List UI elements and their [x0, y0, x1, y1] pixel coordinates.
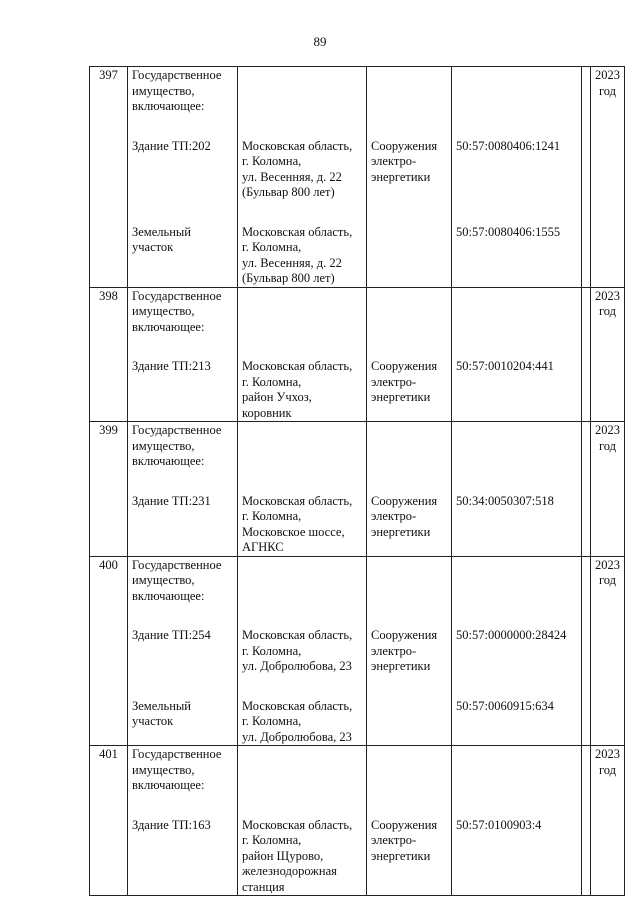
spacer-row: [90, 335, 625, 359]
purpose-cell: [367, 556, 452, 604]
cadastral-cell: [452, 67, 582, 115]
group-header-row: [90, 422, 625, 470]
year-cell: 2023 год: [591, 422, 625, 470]
spacer-cell: [238, 675, 367, 699]
spacer-cell: [90, 470, 128, 494]
year-cell: 2023 год: [591, 556, 625, 604]
spacer-row: [90, 794, 625, 818]
spacer-cell: [452, 335, 582, 359]
item-purpose: Сооружения электро- энергетики: [367, 359, 452, 422]
item-cadastral: 50:34:0050307:518: [452, 494, 582, 557]
year-cell: [591, 628, 625, 675]
year-cell: [591, 139, 625, 201]
item-purpose: Сооружения электро- энергетики: [367, 628, 452, 675]
spacer-cell: [452, 794, 582, 818]
item-purpose: [367, 225, 452, 288]
group-header-row: [90, 556, 625, 604]
spacer-cell: [452, 675, 582, 699]
item-cadastral: 50:57:0010204:441: [452, 359, 582, 422]
item-row: [90, 139, 625, 201]
spacer-cell: [128, 675, 238, 699]
extra-cell: [582, 287, 591, 335]
address-cell: [238, 287, 367, 335]
item-address: Московская область, г. Коломна, ул. Весенняя, д. 22 (Бульвар 800 лет): [238, 225, 367, 288]
spacer-cell: [591, 470, 625, 494]
extra-cell: [582, 699, 591, 746]
spacer-cell: [367, 794, 452, 818]
row-number: 397: [90, 67, 128, 115]
extra-cell: [582, 746, 591, 794]
spacer-cell: [128, 115, 238, 139]
spacer-cell: [238, 115, 367, 139]
purpose-cell: [367, 67, 452, 115]
spacer-cell: [452, 201, 582, 225]
address-cell: [238, 746, 367, 794]
year-cell: [591, 359, 625, 422]
row-number: [90, 225, 128, 288]
item-cadastral: 50:57:0060915:634: [452, 699, 582, 746]
item-address: Московская область, г. Коломна, район Учхоз, коровник: [238, 359, 367, 422]
extra-cell: [582, 67, 591, 115]
spacer-cell: [90, 201, 128, 225]
extra-cell: [582, 628, 591, 675]
row-number: [90, 628, 128, 675]
group-label: Государственное имущество, включающее:: [128, 67, 238, 115]
extra-cell: [582, 556, 591, 604]
item-address: Московская область, г. Коломна, ул. Добролюбова, 23: [238, 699, 367, 746]
extra-cell: [582, 139, 591, 201]
item-name: Здание ТП:213: [128, 359, 238, 422]
year-cell: 2023 год: [591, 287, 625, 335]
spacer-row: [90, 470, 625, 494]
address-cell: [238, 556, 367, 604]
spacer-cell: [591, 335, 625, 359]
spacer-cell: [582, 335, 591, 359]
item-purpose: [367, 699, 452, 746]
item-name: Здание ТП:254: [128, 628, 238, 675]
spacer-row: [90, 115, 625, 139]
address-cell: [238, 67, 367, 115]
item-address: Московская область, г. Коломна, Московское шоссе, АГНКС: [238, 494, 367, 557]
item-row: [90, 494, 625, 557]
item-row: [90, 225, 625, 288]
item-purpose: Сооружения электро- энергетики: [367, 139, 452, 201]
spacer-cell: [90, 604, 128, 628]
spacer-cell: [90, 675, 128, 699]
spacer-row: [90, 201, 625, 225]
spacer-cell: [591, 794, 625, 818]
item-row: [90, 628, 625, 675]
group-label: Государственное имущество, включающее:: [128, 746, 238, 794]
spacer-cell: [452, 604, 582, 628]
extra-cell: [582, 494, 591, 557]
spacer-cell: [128, 335, 238, 359]
group-header-row: [90, 67, 625, 115]
cadastral-cell: [452, 422, 582, 470]
purpose-cell: [367, 746, 452, 794]
spacer-cell: [582, 470, 591, 494]
row-number: 399: [90, 422, 128, 470]
extra-cell: [582, 359, 591, 422]
item-cadastral: 50:57:0080406:1555: [452, 225, 582, 288]
item-cadastral: 50:57:0000000:28424: [452, 628, 582, 675]
spacer-cell: [367, 470, 452, 494]
group-header-row: [90, 287, 625, 335]
group-header-row: [90, 746, 625, 794]
spacer-cell: [238, 201, 367, 225]
spacer-cell: [367, 604, 452, 628]
extra-cell: [582, 818, 591, 896]
extra-cell: [582, 422, 591, 470]
group-label: Государственное имущество, включающее:: [128, 422, 238, 470]
spacer-cell: [367, 115, 452, 139]
item-cadastral: 50:57:0100903:4: [452, 818, 582, 896]
property-table: [89, 66, 625, 896]
address-cell: [238, 422, 367, 470]
spacer-cell: [582, 794, 591, 818]
row-number: 401: [90, 746, 128, 794]
item-row: [90, 359, 625, 422]
spacer-cell: [582, 115, 591, 139]
item-name: Земельный участок: [128, 699, 238, 746]
spacer-cell: [582, 604, 591, 628]
spacer-cell: [582, 675, 591, 699]
year-cell: [591, 699, 625, 746]
spacer-cell: [591, 675, 625, 699]
item-name: Здание ТП:163: [128, 818, 238, 896]
page-number: 89: [313, 34, 327, 49]
item-address: Московская область, г. Коломна, район Щурово, железнодорожная станция: [238, 818, 367, 896]
item-name: Земельный участок: [128, 225, 238, 288]
spacer-cell: [238, 794, 367, 818]
row-number: 400: [90, 556, 128, 604]
spacer-cell: [452, 115, 582, 139]
item-name: Здание ТП:202: [128, 139, 238, 201]
purpose-cell: [367, 422, 452, 470]
spacer-cell: [90, 115, 128, 139]
purpose-cell: [367, 287, 452, 335]
table-body: [90, 67, 625, 896]
spacer-cell: [367, 675, 452, 699]
spacer-cell: [582, 201, 591, 225]
spacer-cell: [238, 604, 367, 628]
spacer-cell: [238, 470, 367, 494]
row-number: [90, 699, 128, 746]
row-number: [90, 139, 128, 201]
spacer-row: [90, 675, 625, 699]
item-row: [90, 818, 625, 896]
spacer-cell: [128, 201, 238, 225]
year-cell: 2023 год: [591, 746, 625, 794]
year-cell: [591, 494, 625, 557]
spacer-cell: [367, 201, 452, 225]
year-cell: [591, 818, 625, 896]
group-label: Государственное имущество, включающее:: [128, 287, 238, 335]
cadastral-cell: [452, 556, 582, 604]
item-address: Московская область, г. Коломна, ул. Добролюбова, 23: [238, 628, 367, 675]
row-number: [90, 818, 128, 896]
spacer-cell: [367, 335, 452, 359]
spacer-row: [90, 604, 625, 628]
item-cadastral: 50:57:0080406:1241: [452, 139, 582, 201]
spacer-cell: [90, 335, 128, 359]
spacer-cell: [591, 201, 625, 225]
spacer-cell: [90, 794, 128, 818]
spacer-cell: [128, 794, 238, 818]
group-label: Государственное имущество, включающее:: [128, 556, 238, 604]
item-purpose: Сооружения электро- энергетики: [367, 818, 452, 896]
item-purpose: Сооружения электро- энергетики: [367, 494, 452, 557]
item-address: Московская область, г. Коломна, ул. Весенняя, д. 22 (Бульвар 800 лет): [238, 139, 367, 201]
spacer-cell: [128, 470, 238, 494]
spacer-cell: [591, 604, 625, 628]
cadastral-cell: [452, 746, 582, 794]
row-number: [90, 359, 128, 422]
spacer-cell: [238, 335, 367, 359]
item-row: [90, 699, 625, 746]
spacer-cell: [128, 604, 238, 628]
year-cell: [591, 225, 625, 288]
spacer-cell: [591, 115, 625, 139]
extra-cell: [582, 225, 591, 288]
cadastral-cell: [452, 287, 582, 335]
row-number: [90, 494, 128, 557]
item-name: Здание ТП:231: [128, 494, 238, 557]
year-cell: 2023 год: [591, 67, 625, 115]
spacer-cell: [452, 470, 582, 494]
row-number: 398: [90, 287, 128, 335]
